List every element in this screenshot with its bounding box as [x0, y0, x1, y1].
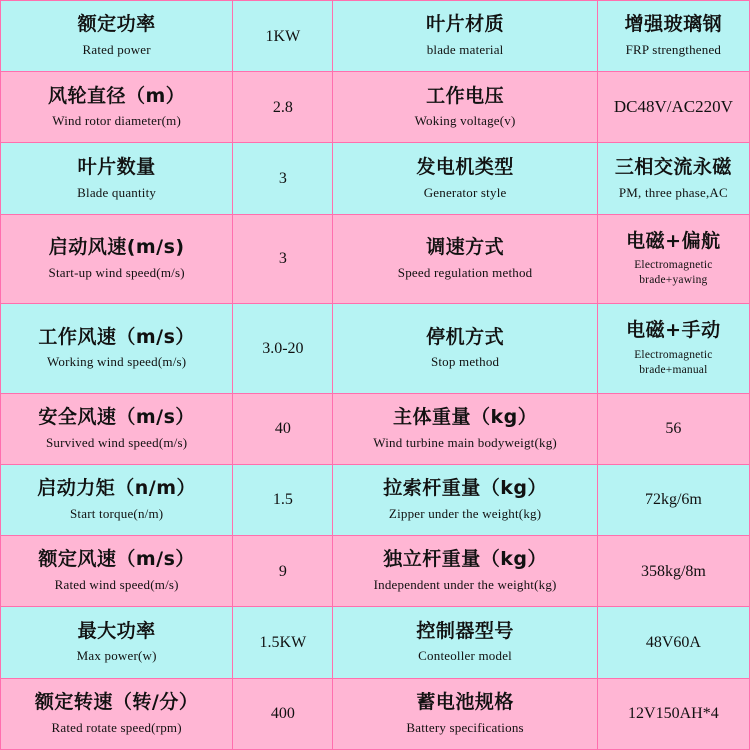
parameter2-name-en: blade material: [426, 42, 504, 58]
table-row: [1, 214, 750, 304]
parameter2-name-en: Battery specifications: [406, 719, 524, 735]
parameter2-name-cell: [333, 304, 597, 394]
parameter-name-en: Rated power: [82, 42, 151, 58]
parameter-value: 3: [278, 250, 287, 268]
parameter2-value-cn: 56: [665, 420, 682, 438]
parameter2-name-en: Generator style: [423, 184, 507, 200]
parameter2-name-en: Woking voltage(v): [414, 113, 516, 129]
parameter-name-en: Working wind speed(m/s): [46, 354, 187, 370]
parameter-name-cn: 最大功率: [77, 619, 156, 642]
parameter-name-cn: 安全风速（m/s）: [38, 406, 195, 428]
parameter2-value-cn: 48V60A: [645, 633, 701, 651]
parameter2-name-cn: 停机方式: [426, 325, 505, 348]
parameter-value-cell: [233, 214, 333, 304]
parameter2-value-cn: 电磁+偏航: [626, 229, 721, 252]
parameter-name-cell: [1, 393, 233, 464]
parameter-name-cell: [1, 464, 233, 535]
parameter2-name-cn: 蓄电池规格: [416, 691, 514, 713]
parameter2-name-cn: 主体重量（kg）: [392, 406, 538, 428]
parameter-name-en: Rated wind speed(m/s): [54, 577, 179, 593]
parameter-name-cn: 启动风速(m/s): [48, 236, 185, 259]
parameter-value-cell: [233, 607, 333, 678]
parameter-name-cn: 额定风速（m/s）: [38, 548, 195, 571]
parameter2-name-cell: [333, 143, 597, 214]
parameter-value-cell: [233, 536, 333, 607]
parameter-name-en: Start-up wind speed(m/s): [48, 264, 185, 280]
parameter2-name-cell: [333, 214, 597, 304]
parameter2-name-cell: [333, 464, 597, 535]
table-row: [1, 304, 750, 394]
parameter2-value-cell: [597, 536, 749, 607]
parameter-value-cell: [233, 464, 333, 535]
parameter2-value-cell: [597, 304, 749, 394]
parameter-value: 1KW: [265, 27, 301, 45]
parameter2-name-cell: [333, 1, 597, 72]
parameter2-value-en: Electromagnetic brade+manual: [634, 348, 713, 376]
parameter-value: 1.5: [272, 491, 293, 509]
parameter-value: 400: [270, 705, 295, 723]
parameter-value-cell: [233, 143, 333, 214]
parameter2-name-cn: 叶片材质: [426, 13, 505, 36]
parameter2-value-cell: [597, 143, 749, 214]
parameter2-name-en: Stop method: [430, 354, 500, 370]
parameter-name-cn: 工作风速（m/s）: [38, 325, 195, 348]
parameter-name-cell: [1, 304, 233, 394]
parameter-name-cell: [1, 214, 233, 304]
parameter-value-cell: [233, 72, 333, 143]
parameter-value: 3.0-20: [262, 339, 304, 357]
parameter-value: 3: [278, 169, 287, 187]
parameter2-name-en: Zipper under the weight(kg): [388, 505, 542, 521]
parameter2-name-cn: 工作电压: [426, 84, 505, 107]
table-row: [1, 536, 750, 607]
parameter2-value-cn: DC48V/AC220V: [613, 97, 733, 117]
parameter-value-cell: [233, 1, 333, 72]
parameter-name-en: Wind rotor diameter(m): [52, 113, 182, 129]
parameter2-value-en: Electromagnetic brade+yawing: [634, 259, 713, 287]
parameter-name-en: Start torque(n/m): [70, 505, 164, 521]
parameter2-value-cell: [597, 464, 749, 535]
parameter-value: 9: [278, 562, 287, 580]
parameter2-name-cell: [333, 393, 597, 464]
parameter-value: 2.8: [272, 98, 293, 116]
parameter2-name-en: Independent under the weight(kg): [373, 577, 557, 593]
parameter-name-en: Blade quantity: [77, 184, 157, 200]
parameter2-value-cn: 72kg/6m: [644, 491, 702, 509]
parameter2-name-cn: 发电机类型: [416, 155, 514, 178]
parameter-name-cell: [1, 607, 233, 678]
specification-table-body: [1, 1, 750, 750]
parameter2-value-cell: [597, 393, 749, 464]
parameter2-value-cn: 12V150AH*4: [628, 705, 719, 723]
table-row: [1, 1, 750, 72]
parameter2-name-en: Speed regulation method: [397, 264, 533, 280]
parameter-name-cell: [1, 72, 233, 143]
table-row: [1, 607, 750, 678]
parameter-name-en: Rated rotate speed(rpm): [51, 719, 182, 735]
parameter2-value-en: FRP strengthened: [625, 42, 722, 58]
parameter-name-en: Survived wind speed(m/s): [46, 434, 188, 450]
table-row: [1, 464, 750, 535]
parameter2-value-cell: [597, 214, 749, 304]
parameter-name-cn: 额定功率: [77, 13, 156, 36]
parameter-name-cell: [1, 143, 233, 214]
parameter2-value-cell: [597, 678, 749, 749]
parameter2-name-cn: 拉索杆重量（kg）: [383, 477, 547, 500]
parameter-value-cell: [233, 304, 333, 394]
parameter-name-cn: 启动力矩（n/m）: [37, 477, 197, 500]
parameter-name-cell: [1, 1, 233, 72]
table-row: [1, 393, 750, 464]
parameter2-value-cn: 358kg/8m: [640, 562, 706, 580]
parameter-value-cell: [233, 678, 333, 749]
parameter-value-cell: [233, 393, 333, 464]
parameter-name-cn: 风轮直径（m）: [47, 84, 186, 107]
parameter2-name-cell: [333, 536, 597, 607]
parameter2-name-cn: 独立杆重量（kg）: [383, 548, 547, 571]
parameter2-name-en: Conteoller model: [418, 648, 512, 664]
table-row: [1, 678, 750, 749]
parameter-value: 40: [274, 420, 291, 438]
parameter-name-cn: 叶片数量: [77, 155, 156, 178]
parameter2-name-cell: [333, 678, 597, 749]
parameter-name-cell: [1, 536, 233, 607]
parameter2-name-cn: 控制器型号: [416, 619, 514, 642]
parameter-value: 1.5KW: [259, 633, 307, 651]
parameter2-name-cell: [333, 72, 597, 143]
parameter2-value-cell: [597, 1, 749, 72]
parameter2-value-cn: 电磁+手动: [626, 319, 721, 342]
parameter-name-cell: [1, 678, 233, 749]
parameter2-value-en: PM, three phase,AC: [618, 184, 728, 200]
parameter2-value-cn: 三相交流永磁: [614, 155, 732, 178]
table-row: [1, 143, 750, 214]
parameter2-value-cn: 增强玻璃钢: [624, 13, 723, 36]
parameter-name-en: Max power(w): [76, 648, 157, 664]
parameter2-value-cell: [597, 72, 749, 143]
parameter2-value-cell: [597, 607, 749, 678]
parameter2-name-cn: 调速方式: [426, 236, 505, 259]
parameter2-name-en: Wind turbine main bodyweigt(kg): [373, 434, 557, 450]
parameter2-name-cell: [333, 607, 597, 678]
parameter-name-cn: 额定转速（转/分）: [34, 691, 199, 713]
table-row: [1, 72, 750, 143]
